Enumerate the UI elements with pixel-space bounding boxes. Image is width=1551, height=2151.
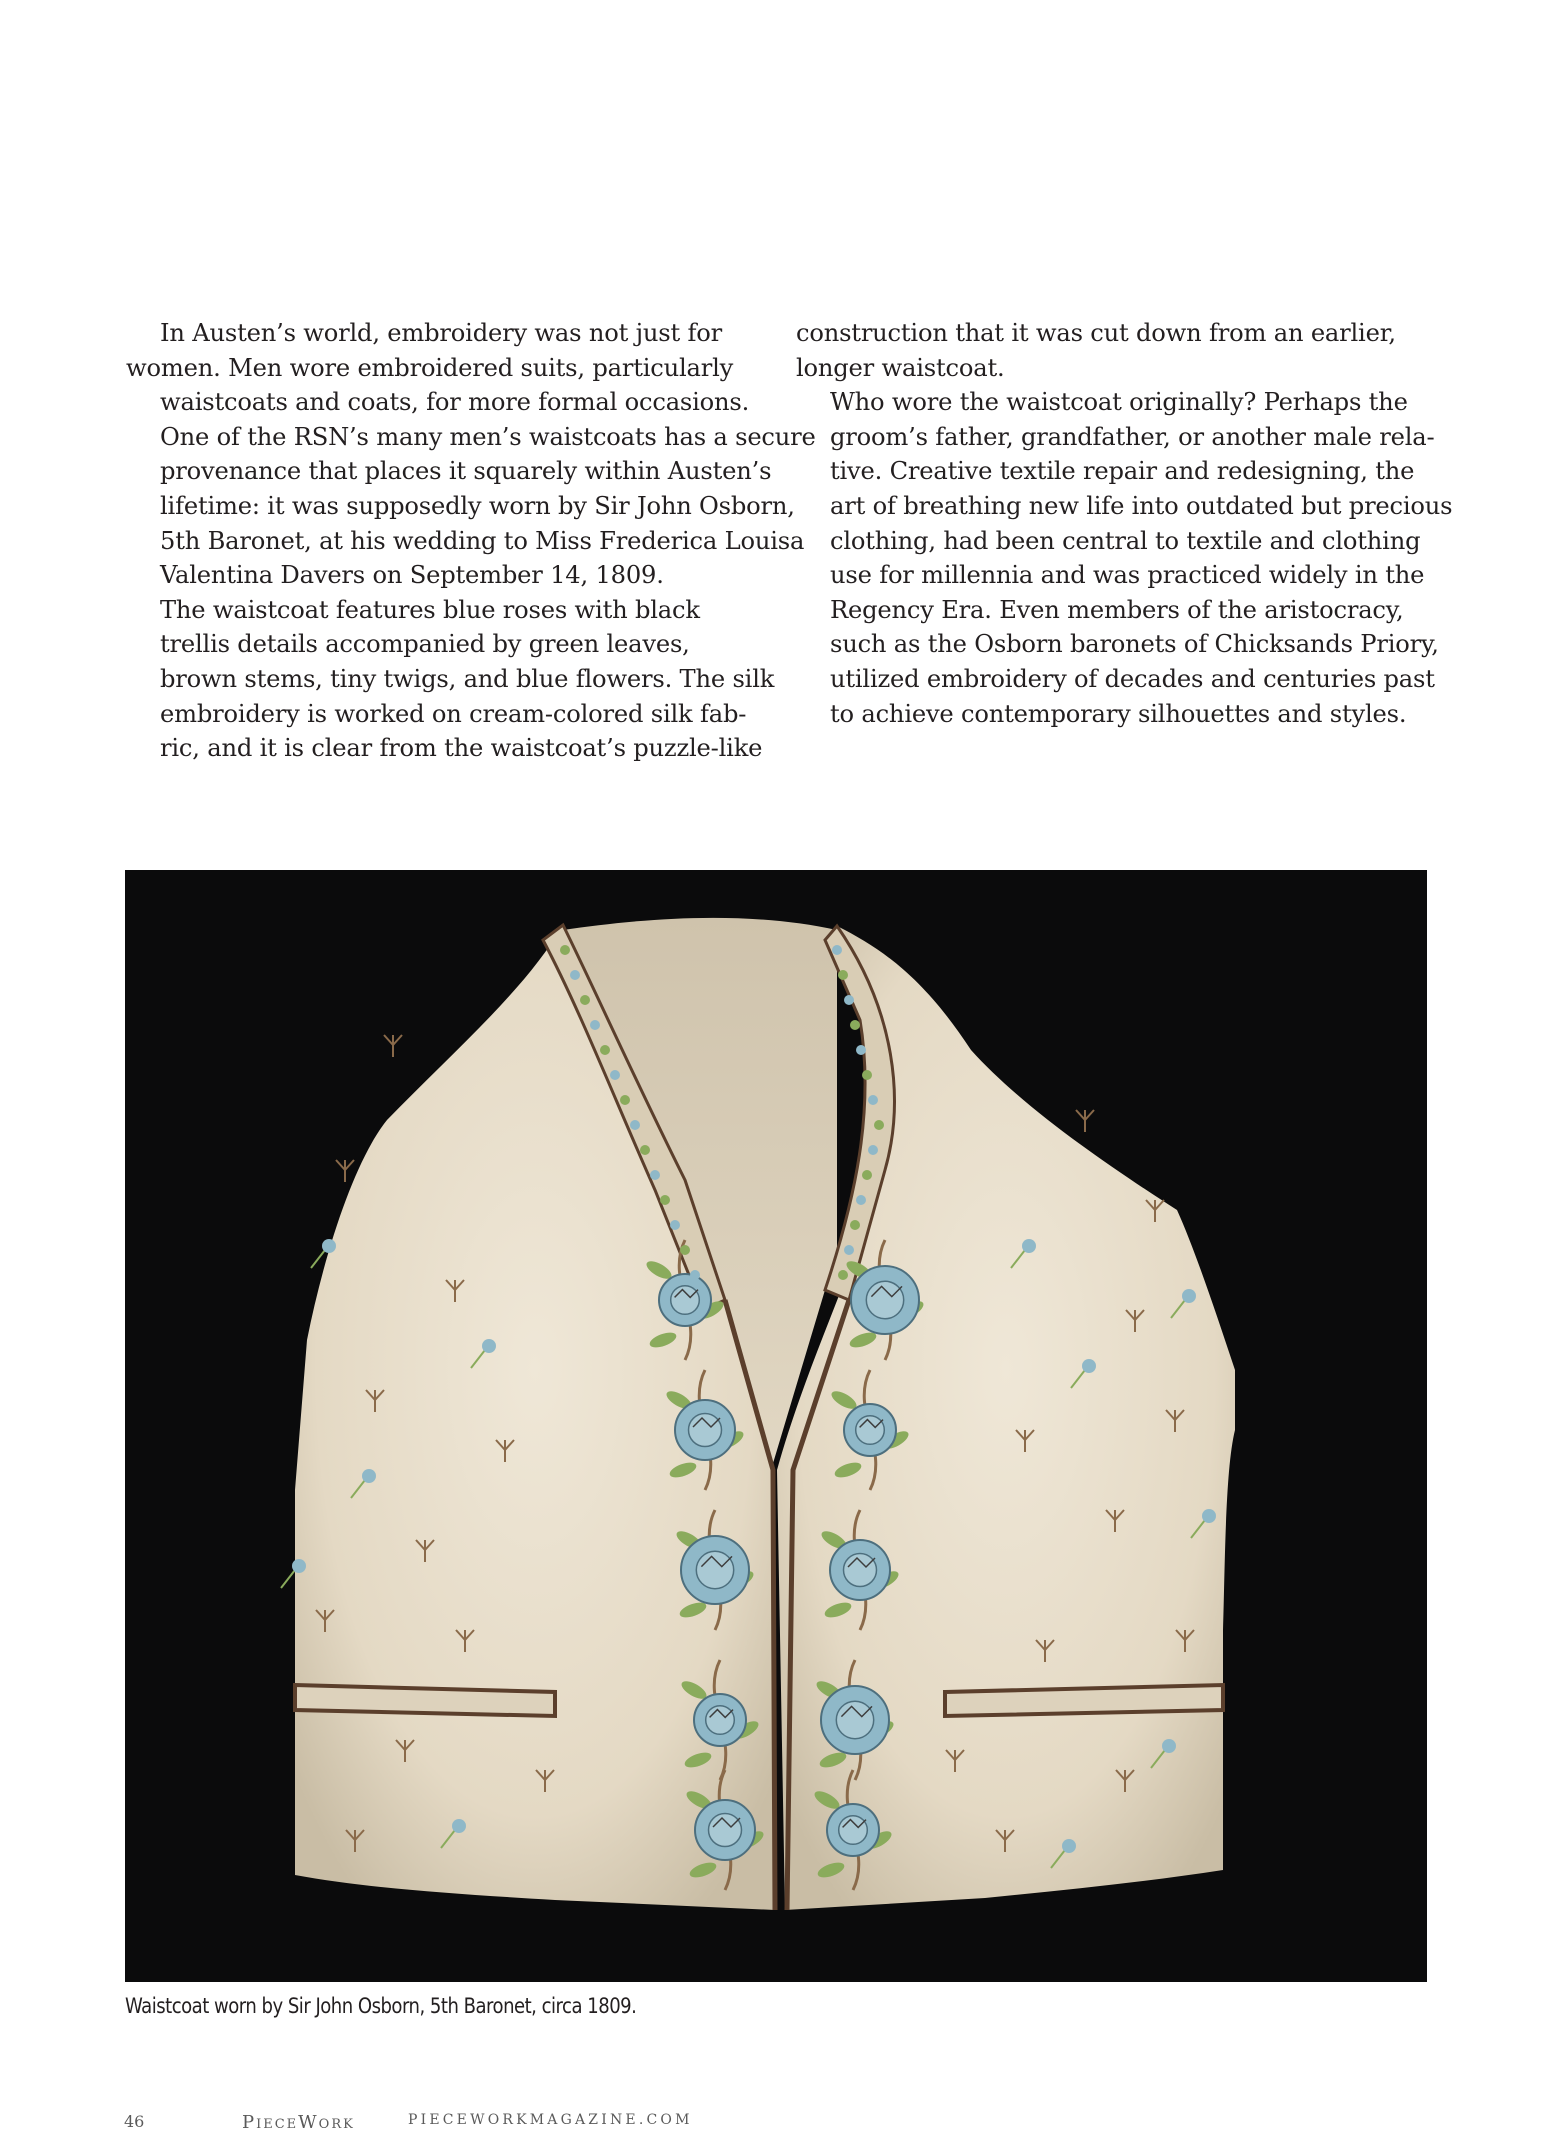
collar-stitch bbox=[580, 995, 590, 1005]
text-line: 5th Baronet, at his wedding to Miss Frederica Louisa bbox=[160, 526, 805, 555]
collar-stitch bbox=[868, 1095, 878, 1105]
text-line: The waistcoat features blue roses with black bbox=[160, 595, 700, 624]
text-line: use for millennia and was practiced widely in the bbox=[830, 561, 1425, 590]
text-line: waistcoats and coats, for more formal occasions. bbox=[160, 388, 750, 417]
collar-stitch bbox=[850, 1220, 860, 1230]
collar-stitch bbox=[600, 1045, 610, 1055]
collar-stitch bbox=[862, 1170, 872, 1180]
magazine-url: PIECEWORKMAGAZINE.COM bbox=[408, 2112, 693, 2128]
collar-stitch bbox=[680, 1245, 690, 1255]
text-line: One of the RSN’s many men’s waistcoats has a secure bbox=[160, 422, 816, 451]
sprig-flower bbox=[322, 1239, 336, 1253]
collar-stitch bbox=[844, 1245, 854, 1255]
rose-center bbox=[844, 1554, 877, 1587]
text-line: women. Men wore embroidered suits, particularly bbox=[126, 353, 734, 382]
collar-stitch bbox=[640, 1145, 650, 1155]
text-line: ric, and it is clear from the waistcoat’s puzzle-like bbox=[160, 734, 763, 763]
text-line: to achieve contemporary silhouettes and styles. bbox=[830, 699, 1407, 728]
rose-center bbox=[856, 1416, 885, 1445]
collar-stitch bbox=[838, 1270, 848, 1280]
sprig-flower bbox=[292, 1559, 306, 1573]
collar-stitch bbox=[610, 1070, 620, 1080]
text-line: such as the Osborn baronets of Chicksands Priory, bbox=[830, 630, 1439, 659]
magazine-name: PieceWork bbox=[242, 2112, 355, 2133]
collar-stitch bbox=[590, 1020, 600, 1030]
text-line: brown stems, tiny twigs, and blue flowers. The silk bbox=[160, 664, 775, 693]
collar-stitch bbox=[862, 1070, 872, 1080]
photo-caption: Waistcoat worn by Sir John Osborn, 5th Baronet, circa 1809. bbox=[125, 1994, 637, 2018]
rose-center bbox=[671, 1286, 700, 1315]
collar-stitch bbox=[850, 1020, 860, 1030]
sprig-flower bbox=[452, 1819, 466, 1833]
text-line: clothing, had been central to textile and clothing bbox=[830, 526, 1421, 555]
waistcoat-photo bbox=[125, 870, 1427, 1982]
sprig-flower bbox=[482, 1339, 496, 1353]
sprig-flower bbox=[362, 1469, 376, 1483]
text-line: utilized embroidery of decades and centuries past bbox=[830, 664, 1435, 693]
rose-center bbox=[866, 1281, 903, 1318]
rose-center bbox=[689, 1414, 722, 1447]
collar-stitch bbox=[690, 1270, 700, 1280]
collar-stitch bbox=[874, 1120, 884, 1130]
text-line: Who wore the waistcoat originally? Perhaps the bbox=[830, 388, 1408, 417]
rose-center bbox=[706, 1706, 735, 1735]
page-number: 46 bbox=[124, 2112, 145, 2131]
collar-stitch bbox=[844, 995, 854, 1005]
rose-center bbox=[836, 1701, 873, 1738]
rose-center bbox=[709, 1814, 742, 1847]
text-line: groom’s father, grandfather, or another male rela- bbox=[830, 422, 1435, 451]
article-right-column bbox=[796, 316, 1453, 731]
collar-stitch bbox=[868, 1145, 878, 1155]
article-left-column bbox=[126, 316, 816, 766]
article-paragraph-4 bbox=[796, 385, 1453, 731]
collar-stitch bbox=[838, 970, 848, 980]
text-line: longer waistcoat. bbox=[796, 353, 1005, 382]
collar-stitch bbox=[620, 1095, 630, 1105]
collar-stitch bbox=[856, 1195, 866, 1205]
text-line: lifetime: it was supposedly worn by Sir John Osborn, bbox=[160, 491, 795, 520]
text-line: embroidery is worked on cream-colored silk fab- bbox=[160, 699, 747, 728]
rose-center bbox=[696, 1551, 733, 1588]
waistcoat-right-pocket bbox=[945, 1685, 1223, 1716]
sprig-flower bbox=[1022, 1239, 1036, 1253]
text-line: art of breathing new life into outdated but precious bbox=[830, 491, 1453, 520]
collar-stitch bbox=[670, 1220, 680, 1230]
collar-stitch bbox=[856, 1045, 866, 1055]
article-paragraph-3 bbox=[796, 316, 1436, 385]
text-line: provenance that places it squarely within Austen’s bbox=[160, 457, 772, 486]
article-paragraph-1 bbox=[126, 316, 816, 593]
sprig-flower bbox=[1182, 1289, 1196, 1303]
text-line: In Austen’s world, embroidery was not just for bbox=[160, 319, 722, 347]
sprig-flower bbox=[1062, 1839, 1076, 1853]
collar-stitch bbox=[570, 970, 580, 980]
text-line: Valentina Davers on September 14, 1809. bbox=[160, 561, 664, 590]
text-line: construction that it was cut down from an earlier, bbox=[796, 319, 1396, 347]
sprig-flower bbox=[1202, 1509, 1216, 1523]
sprig-flower bbox=[1082, 1359, 1096, 1373]
waistcoat-illustration bbox=[125, 870, 1427, 1982]
text-line: trellis details accompanied by green leaves, bbox=[160, 630, 690, 659]
collar-stitch bbox=[660, 1195, 670, 1205]
waistcoat-left-pocket bbox=[295, 1685, 555, 1716]
rose-center bbox=[839, 1816, 868, 1845]
article-paragraph-2 bbox=[126, 593, 775, 766]
collar-stitch bbox=[560, 945, 570, 955]
text-line: tive. Creative textile repair and redesigning, the bbox=[830, 457, 1415, 486]
sprig-flower bbox=[1162, 1739, 1176, 1753]
collar-stitch bbox=[832, 945, 842, 955]
text-line: Regency Era. Even members of the aristocracy, bbox=[830, 595, 1404, 624]
collar-stitch bbox=[650, 1170, 660, 1180]
collar-stitch bbox=[630, 1120, 640, 1130]
